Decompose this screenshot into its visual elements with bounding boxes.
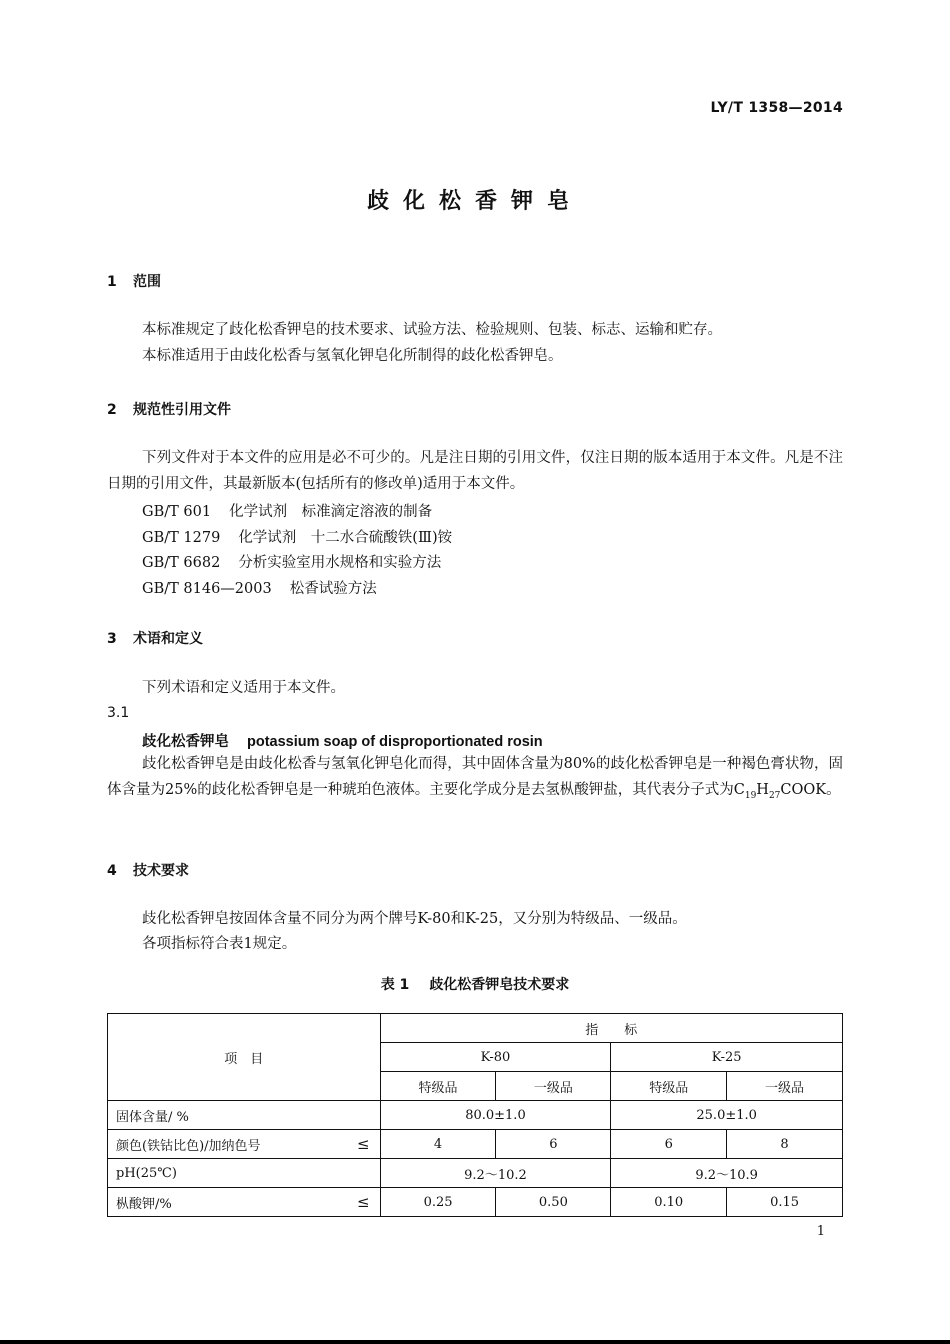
section-title: 技术要求 <box>133 863 189 879</box>
definition-end: 。 <box>826 782 841 798</box>
term-english: potassium soap of disproportionated rosin <box>247 734 543 750</box>
formula-h-subscript: 27 <box>768 790 781 801</box>
header-level-first: 一级品 <box>727 1072 843 1101</box>
section-4-heading <box>107 860 189 880</box>
term-chinese: 歧化松香钾皂 <box>142 733 229 750</box>
section-title: 规范性引用文件 <box>133 402 231 418</box>
section-number: 2 <box>107 402 117 418</box>
row-name-cell <box>108 1188 381 1217</box>
cell-k80: 9.2～10.2 <box>380 1159 611 1188</box>
section-1-heading <box>107 271 161 291</box>
row-name: pH(25℃) <box>108 1159 381 1188</box>
section-number: 1 <box>107 274 117 290</box>
cell-k80: 80.0±1.0 <box>380 1101 611 1130</box>
cell-k80-special: 0.25 <box>380 1188 496 1217</box>
cell-k25: 25.0±1.0 <box>611 1101 843 1130</box>
term-entry <box>142 730 543 751</box>
page-number: 1 <box>816 1224 825 1239</box>
term-number: 3.1 <box>107 705 130 721</box>
section-2-paragraph-1: 下列文件对于本文件的应用是必不可少的。凡是注日期的引用文件，仅注日期的版本适用于本文件。凡是不注日期的引用文件，其最新版本(包括所有的修改单)适用于本文件。 <box>107 450 843 492</box>
reference-code: GB/T 601 <box>142 504 212 520</box>
table-caption-number: 表 1 <box>380 977 410 993</box>
cell-k25-special: 0.10 <box>611 1188 727 1217</box>
reference-item <box>142 551 441 572</box>
header-item: 项 目 <box>108 1014 381 1101</box>
section-4-paragraph-2: 各项指标符合表1规定。 <box>142 936 297 952</box>
row-name: 固体含量/ % <box>108 1101 381 1130</box>
table-caption <box>0 974 950 994</box>
row-name: 枞酸钾/% <box>116 1196 172 1212</box>
reference-name: 分析实验室用水规格和实验方法 <box>238 555 442 571</box>
formula-c-subscript: 19 <box>744 790 757 801</box>
header-level-special: 特级品 <box>611 1072 727 1101</box>
requirements-table <box>107 1013 843 1217</box>
cell-k80-first: 6 <box>496 1130 611 1159</box>
page-bottom-rule <box>0 1340 950 1344</box>
section-number: 3 <box>107 631 117 647</box>
table-row <box>108 1101 843 1130</box>
section-4-paragraph-1: 歧化松香钾皂按固体含量不同分为两个牌号K-80和K-25，又分别为特级品、一级品。 <box>142 911 687 927</box>
section-1-paragraph-2: 本标准适用于由歧化松香与氢氧化钾皂化所制得的歧化松香钾皂。 <box>142 348 563 364</box>
row-name-cell <box>108 1130 381 1159</box>
reference-name: 化学试剂 标准滴定溶液的制备 <box>229 504 433 520</box>
header-grade-k25: K-25 <box>611 1043 843 1072</box>
cell-k80-special: 4 <box>380 1130 496 1159</box>
section-3-heading <box>107 628 203 648</box>
table-row <box>108 1188 843 1217</box>
section-number: 4 <box>107 863 117 879</box>
header-level-first: 一级品 <box>496 1072 611 1101</box>
table-row <box>108 1130 843 1159</box>
table-header-row <box>108 1014 843 1043</box>
cell-k80-first: 0.50 <box>496 1188 611 1217</box>
reference-name: 松香试验方法 <box>289 581 377 597</box>
table-caption-title: 歧化松香钾皂技术要求 <box>429 977 570 993</box>
section-2-heading <box>107 399 231 419</box>
cell-k25: 9.2～10.9 <box>611 1159 843 1188</box>
document-code: LY/T 1358—2014 <box>710 100 843 116</box>
reference-code: GB/T 1279 <box>142 530 221 546</box>
formula-c: C <box>733 782 745 798</box>
term-definition <box>107 751 843 809</box>
less-equal-sign: ≤ <box>357 1193 370 1211</box>
section-3-paragraph-1: 下列术语和定义适用于本文件。 <box>142 680 345 696</box>
reference-item <box>142 577 377 598</box>
definition-text: 歧化松香钾皂是由歧化松香与氢氧化钾皂化而得，其中固体含量为80%的歧化松香钾皂是一种褐色膏状物，固体含量为25%的歧化松香钾皂是一种琥珀色液体。主要化学成分是去氢枞酸钾盐，其代表分子式为 <box>107 756 843 798</box>
row-name: 颜色(铁钴比色)/加纳色号 <box>116 1138 261 1154</box>
section-1-paragraph-1: 本标准规定了歧化松香钾皂的技术要求、试验方法、检验规则、包装、标志、运输和贮存。 <box>142 322 722 338</box>
reference-code: GB/T 6682 <box>142 555 221 571</box>
header-level-special: 特级品 <box>380 1072 496 1101</box>
reference-item <box>142 526 452 547</box>
table-row <box>108 1159 843 1188</box>
cell-k25-first: 8 <box>727 1130 843 1159</box>
reference-code: GB/T 8146—2003 <box>142 581 272 597</box>
formula-h: H <box>756 782 769 798</box>
cell-k25-special: 6 <box>611 1130 727 1159</box>
document-title: 歧化松香钾皂 <box>366 189 583 214</box>
formula-rest: COOK <box>780 782 827 798</box>
header-index: 指 标 <box>380 1014 842 1043</box>
section-title: 术语和定义 <box>133 631 203 647</box>
section-title: 范围 <box>133 274 161 290</box>
reference-name: 化学试剂 十二水合硫酸铁(Ⅲ)铵 <box>238 530 453 546</box>
cell-k25-first: 0.15 <box>727 1188 843 1217</box>
reference-item <box>142 500 432 521</box>
header-grade-k80: K-80 <box>380 1043 611 1072</box>
less-equal-sign: ≤ <box>357 1135 370 1153</box>
